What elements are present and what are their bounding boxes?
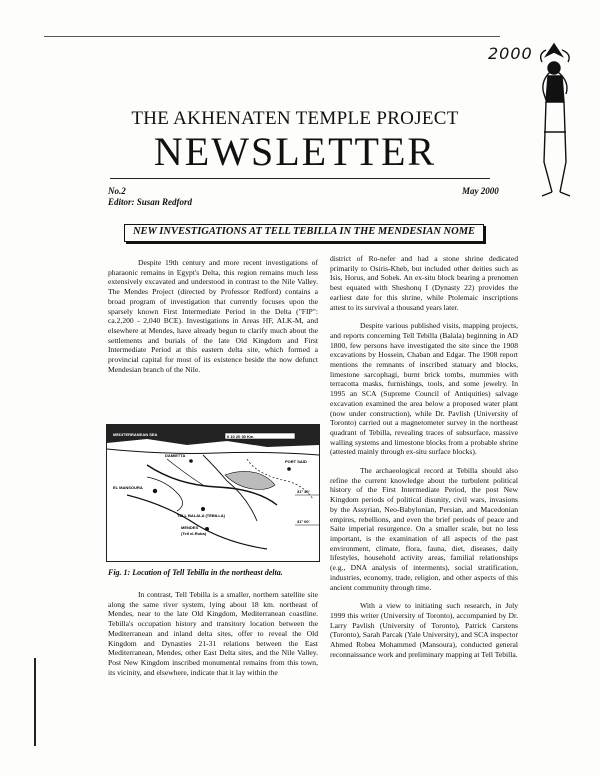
paragraph: With a view to initiating such research, in July 1999 this writer (University of Toronto), accompanied by Dr. Larry Pavlish (University of Toronto), Patrick Carstens (Toronto), Sarah Parcak (Yale University), and SCA inspector Ahmed Robea Mohammed (Mansoura), conducted general reconnaissance work and preliminary mapping at Tell Tebilla. [330,601,518,659]
map-latitude-2: 31° 00' [297,519,310,524]
title-rule [110,178,490,179]
egyptian-figure-icon [532,42,582,200]
map-latitude-1: 31° 30' [297,489,310,494]
right-column [330,254,518,668]
delta-map-graphic [107,425,319,561]
figure-caption: Fig. 1: Location of Tell Tebilla in the northeast delta. [108,568,283,577]
paragraph: The archaeological record at Tebilla should also refine the current knowledge about the turbulent political history of the First Intermediate Period, the post New Kingdom periods of political disunity, civil wars, invasions by the Assyrian, Neo-Babylonian, Persian, and Macedonian empires, rebellions, and even the brief periods of peace and Saite imperial resurgence. On a smaller scale, but no less important, is the examination of all aspects of the past environment, climate, flora, fauna, diet, diseases, daily lifestyles, household activity areas, familial relationships (e.g., DNA analysis of interments), social stratification, industries, economy, trade, religion, and other aspects of this ancient community through time. [330,466,518,592]
paragraph: Despite various published visits, mapping projects, and reports concerning Tell Tebilla (Balala) beginning in AD 1800, few persons have investigated the site since the 1908 excavations by Hossein, Chaban and Edgar. The 1908 report mentions the remnants of inscribed statuary and blocks, limestone sarcophagi, burnt brick tombs, mummies with terracotta masks, furnishings, tools, and some jewelry. In 1995 an SCA (Supreme Council of Antiquities) salvage excavation examined the area below a proposed water plant (now under construction), while Dr. Pavlish (University of Toronto) carried out a magnetometer survey in the northeast quadrant of Tebilla, revealing traces of subsurface, massive walling systems and limestone blocks from a probable shrine (attested mainly through ex-situ surface blocks). [330,321,518,457]
handwritten-year: 2000 [488,44,533,63]
location-map [106,424,320,562]
newsletter-title: NEWSLETTER [153,129,437,174]
map-label-tebilla: TELL BALALA (TEBILLA) [177,513,225,518]
left-column-top [108,258,318,383]
issue-number: No.2 [108,186,126,196]
map-label-damietta: DAMIETTA [165,453,186,458]
top-rule [44,36,500,37]
article-headline: NEW INVESTIGATIONS AT TELL TEBILLA IN THE MENDESIAN NOME [132,226,476,237]
editor-line: Editor: Susan Redford [108,197,193,207]
organization-name: THE AKHENATEN TEMPLE PROJECT [131,108,459,129]
map-scale-bar: 0 10 20 30 Km [227,434,254,439]
paragraph: In contrast, Tell Tebilla is a smaller, northern satellite site along the same river system, lying about 18 km. northeast of Mendes, near to the late Old Kingdom, Mediterranean coastline. Tebilla's occupation history and transitory location between the Mediterranean and inland delta sites, offer to reveal the Old Kingdom and Dynasties 21-31 relations between the East Mediterranean, Mendes, other East Delta sites, and the Nile Valley. Post New Kingdom inscribed monumental remains from this town, its vicinity, and elsewhere, indicate that it lay within the [108,590,318,677]
scan-edge-mark [34,658,36,746]
issue-date: May 2000 [462,186,499,196]
map-label-mendes: MENDES [181,525,199,530]
map-label-sea: MEDITERRANEAN SEA [113,432,158,437]
map-label-port-said: PORT SAID [285,459,307,464]
paragraph: district of Ro-nefer and had a stone shrine dedicated primarily to Osiris-Kheb, but included other deities such as Isis, Horus, and Sobek. An ex-situ block bearing a prenomen best equated with Sheshonq I (Dynasty 22) provides the earliest date for this shrine, while Ptolemaic inscriptions attest to its survival a thousand years later. [330,254,518,312]
map-label-mendes-sub: (Tell el-Ruba) [181,531,207,536]
map-label-mansoura: EL MANSOURA [113,485,143,490]
paragraph: Despite 19th century and more recent investigations of pharaonic remains in Egypt's Delta, this region remains much less extensively excavated and understood in contrast to the Nile Valley. The Mendes Project (directed by Professor Redford) contains a broad program of investigation that currently focuses upon the sparsely known First Intermediate Period in the Delta ("FIP": ca.2,200 - 2,040 BCE). Investigations in Areas HF, ALK-M, and elsewhere at Mendes, have already begun to clarify much about the settlements and burials of the late Old Kingdom and First Intermediate Period at this eastern delta site, which formed a provincial capital for most of its existence beside the now defunct Mendesian branch of the Nile. [108,258,318,374]
left-column-bottom [108,590,318,686]
